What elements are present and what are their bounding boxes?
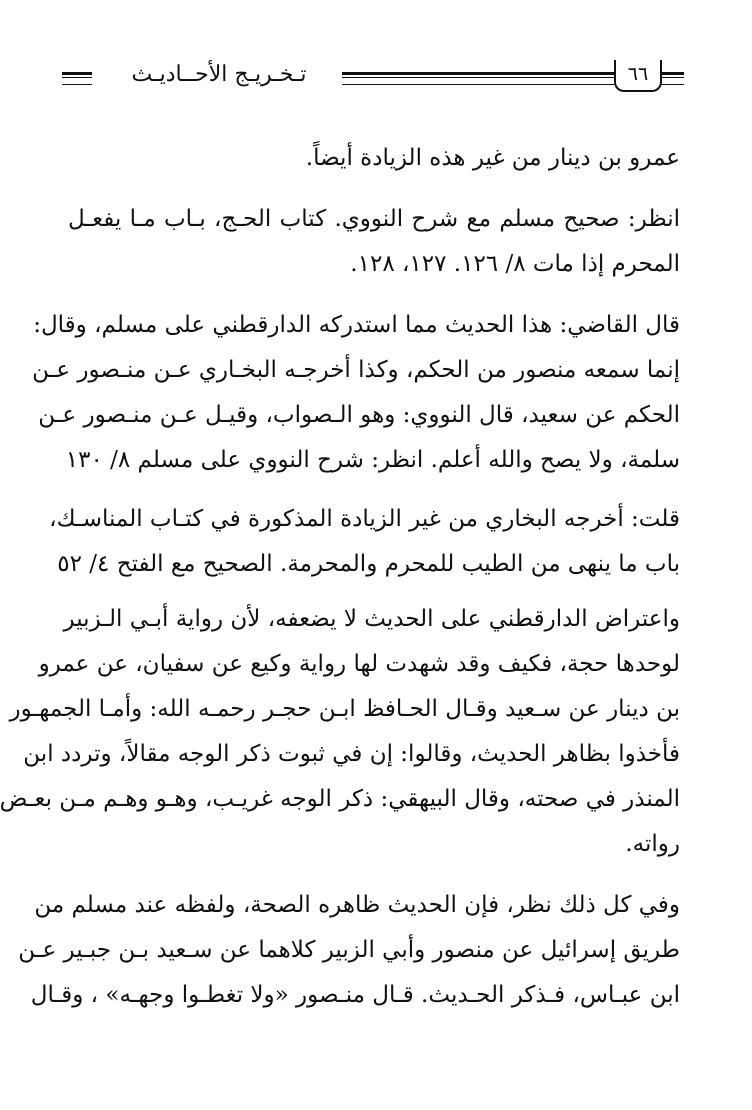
text-line: بن دينار عن سـعيد وقـال الحـافظ ابـن حجـر رحمـه الله: وأمـا الجمهـور (9, 696, 680, 722)
text-line: فأخذوا بظاهر الحديث، وقالوا: إن في ثبوت ذكر الوجه مقالاً، وتردد ابن (23, 741, 680, 767)
text-line: قلت: أخرجه البخاري من غير الزيادة المذكورة في كتـاب المناسـك، (49, 506, 680, 532)
paragraph (49, 497, 680, 587)
text-line: سلمة، ولا يصح والله أعلم. انظر: شرح النووي على مسلم ٨/ ١٣٠ (65, 447, 680, 473)
text-line: إنما سمعه منصور من الحكم، وكذا أخرجـه البخـاري عـن منـصور عـن (32, 357, 680, 383)
text-line: عمرو بن دينار من غير هذه الزيادة أيضاً. (305, 145, 680, 171)
text-line: ابن عبـاس، فـذكر الحـديث. قـال منـصور «ولا تغطـوا وجهـه» ، وقـال (30, 982, 680, 1008)
text-line: انظر: صحيح مسلم مع شرح النووي. كتاب الحـج، بـاب مـا يفعـل (68, 206, 680, 232)
text-line: وفي كل ذلك نظر، فإن الحديث ظاهره الصحة، ولفظه عند مسلم من (34, 892, 680, 918)
header-rule-left (62, 72, 92, 85)
text-line: رواته. (625, 831, 680, 857)
paragraph (0, 597, 680, 867)
paragraph (18, 883, 680, 1018)
body-text (0, 136, 680, 1036)
paragraph (68, 197, 680, 287)
text-line: المحرم إذا مات ٨/ ١٢٦. ١٢٧، ١٢٨. (350, 251, 680, 277)
text-line: الحكم عن سعيد، قال النووي: وهو الـصواب، وقيـل عـن منـصور عـن (38, 402, 680, 428)
header-title: تـخـريـج الأحــاديـث (131, 62, 307, 87)
text-line: واعتراض الدارقطني على الحديث لا يضعفه، لأن رواية أبـي الـزبير (63, 606, 680, 632)
paragraph (32, 303, 680, 483)
text-line: لوحدها حجة، فكيف وقد شهدت لها رواية وكيع عن سفيان، عن عمرو (38, 651, 680, 677)
header-rule-middle (342, 72, 614, 85)
text-line: قال القاضي: هذا الحديث مما استدركه الدارقطني على مسلم، وقال: (33, 312, 680, 338)
page-header (62, 58, 684, 98)
paragraph (68, 136, 680, 181)
text-line: باب ما ينهى من الطيب للمحرم والمحرمة. الصحيح مع الفتح ٤/ ٥٢ (57, 551, 680, 577)
text-line: المنذر في صحته، وقال البيهقي: ذكر الوجه غريـب، وهـو وهـم مـن بعـض (0, 786, 680, 812)
page-number: ٦٦ (614, 60, 662, 92)
header-rule-right (660, 72, 684, 85)
text-line: طريق إسرائيل عن منصور وأبي الزبير كلاهما عن سـعيد بـن جبـير عـن (18, 937, 680, 963)
